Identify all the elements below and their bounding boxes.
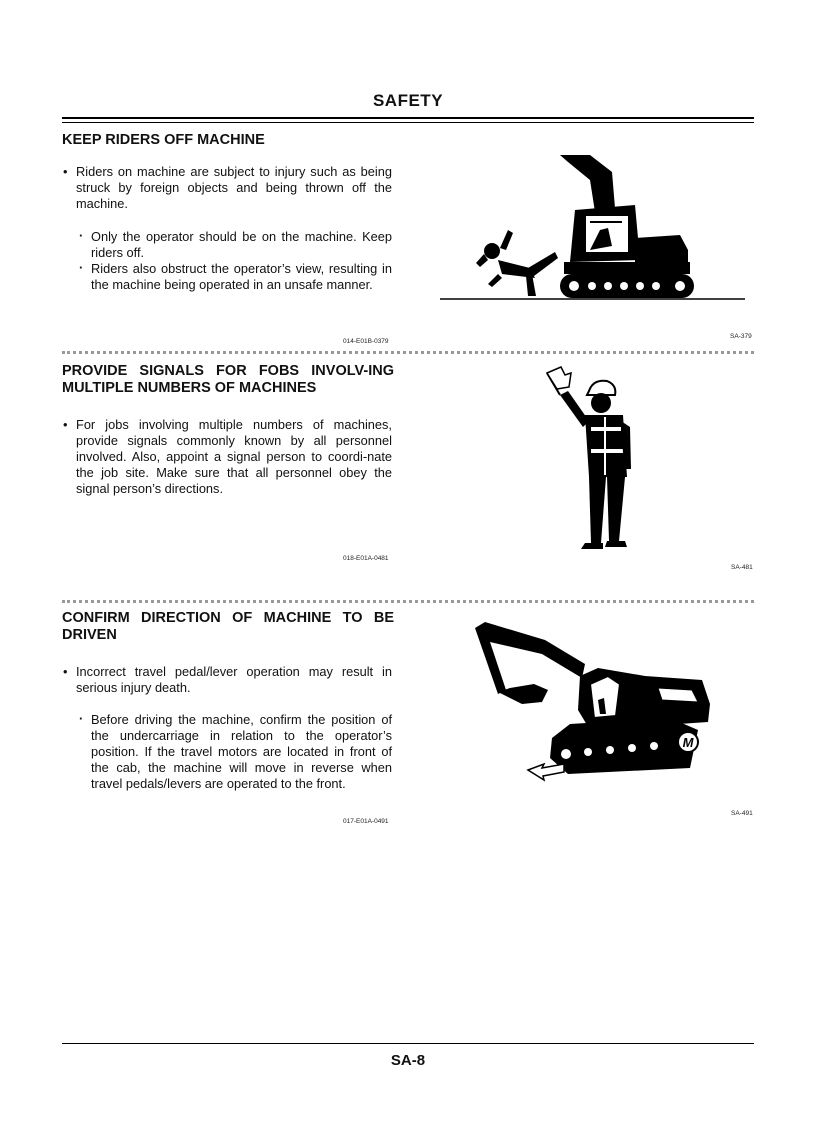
- bullet-text: • Incorrect travel pedal/lever operation may result in serious injury death.: [62, 664, 392, 696]
- section-heading: KEEP RIDERS OFF MACHINE: [62, 132, 265, 148]
- figure-reference-code: SA-481: [731, 564, 753, 571]
- bullet-text: • Riders on machine are subject to injury such as being struck by foreign objects and being thrown off the machine.: [62, 164, 392, 212]
- section-divider: [62, 600, 754, 603]
- footer-rule: [62, 1043, 754, 1044]
- bullet-text: • For jobs involving multiple numbers of machines, provide signals commonly known by all personnel involved. Also, appoint a signal person to coordi-nate the job site. Make sure that all personnel obey the signal person’s directions.: [62, 417, 392, 497]
- signal-person-illustration: [535, 365, 645, 555]
- section-heading: CONFIRM DIRECTION OF MACHINE TO BE DRIVEN: [62, 610, 394, 643]
- page-title: SAFETY: [372, 91, 444, 110]
- section-heading: PROVIDE SIGNALS FOR FOBS INVOLV-ING MULTIPLE NUMBERS OF MACHINES: [62, 363, 394, 396]
- motor-mark: M: [682, 735, 694, 750]
- sub-bullet-text: · Before driving the machine, confirm the position of the undercarriage in relation to the operator’s position. If the travel motors are located in front of the cab, the machine will move in reverse when travel pedals/levers are operated to the front.: [76, 712, 392, 792]
- section-reference-code: 017-E01A-0491: [343, 818, 389, 825]
- section-reference-code: 018-E01A-0481: [343, 555, 389, 562]
- rider-falling-illustration: [440, 150, 750, 305]
- figure-reference-code: SA-379: [730, 333, 752, 340]
- section-reference-code: 014-E01B-0379: [343, 338, 389, 345]
- figure-reference-code: SA-491: [731, 810, 753, 817]
- sub-bullet-text: · Riders also obstruct the operator’s view, resulting in the machine being operated in an unsafe manner.: [76, 261, 392, 293]
- section-divider: [62, 351, 754, 354]
- header-rule-thin: [62, 122, 754, 123]
- header-rule-thick: [62, 117, 754, 119]
- excavator-direction-illustration: [470, 618, 715, 788]
- page-number: SA-8: [390, 1052, 426, 1069]
- sub-bullet-text: · Only the operator should be on the machine. Keep riders off.: [76, 229, 392, 261]
